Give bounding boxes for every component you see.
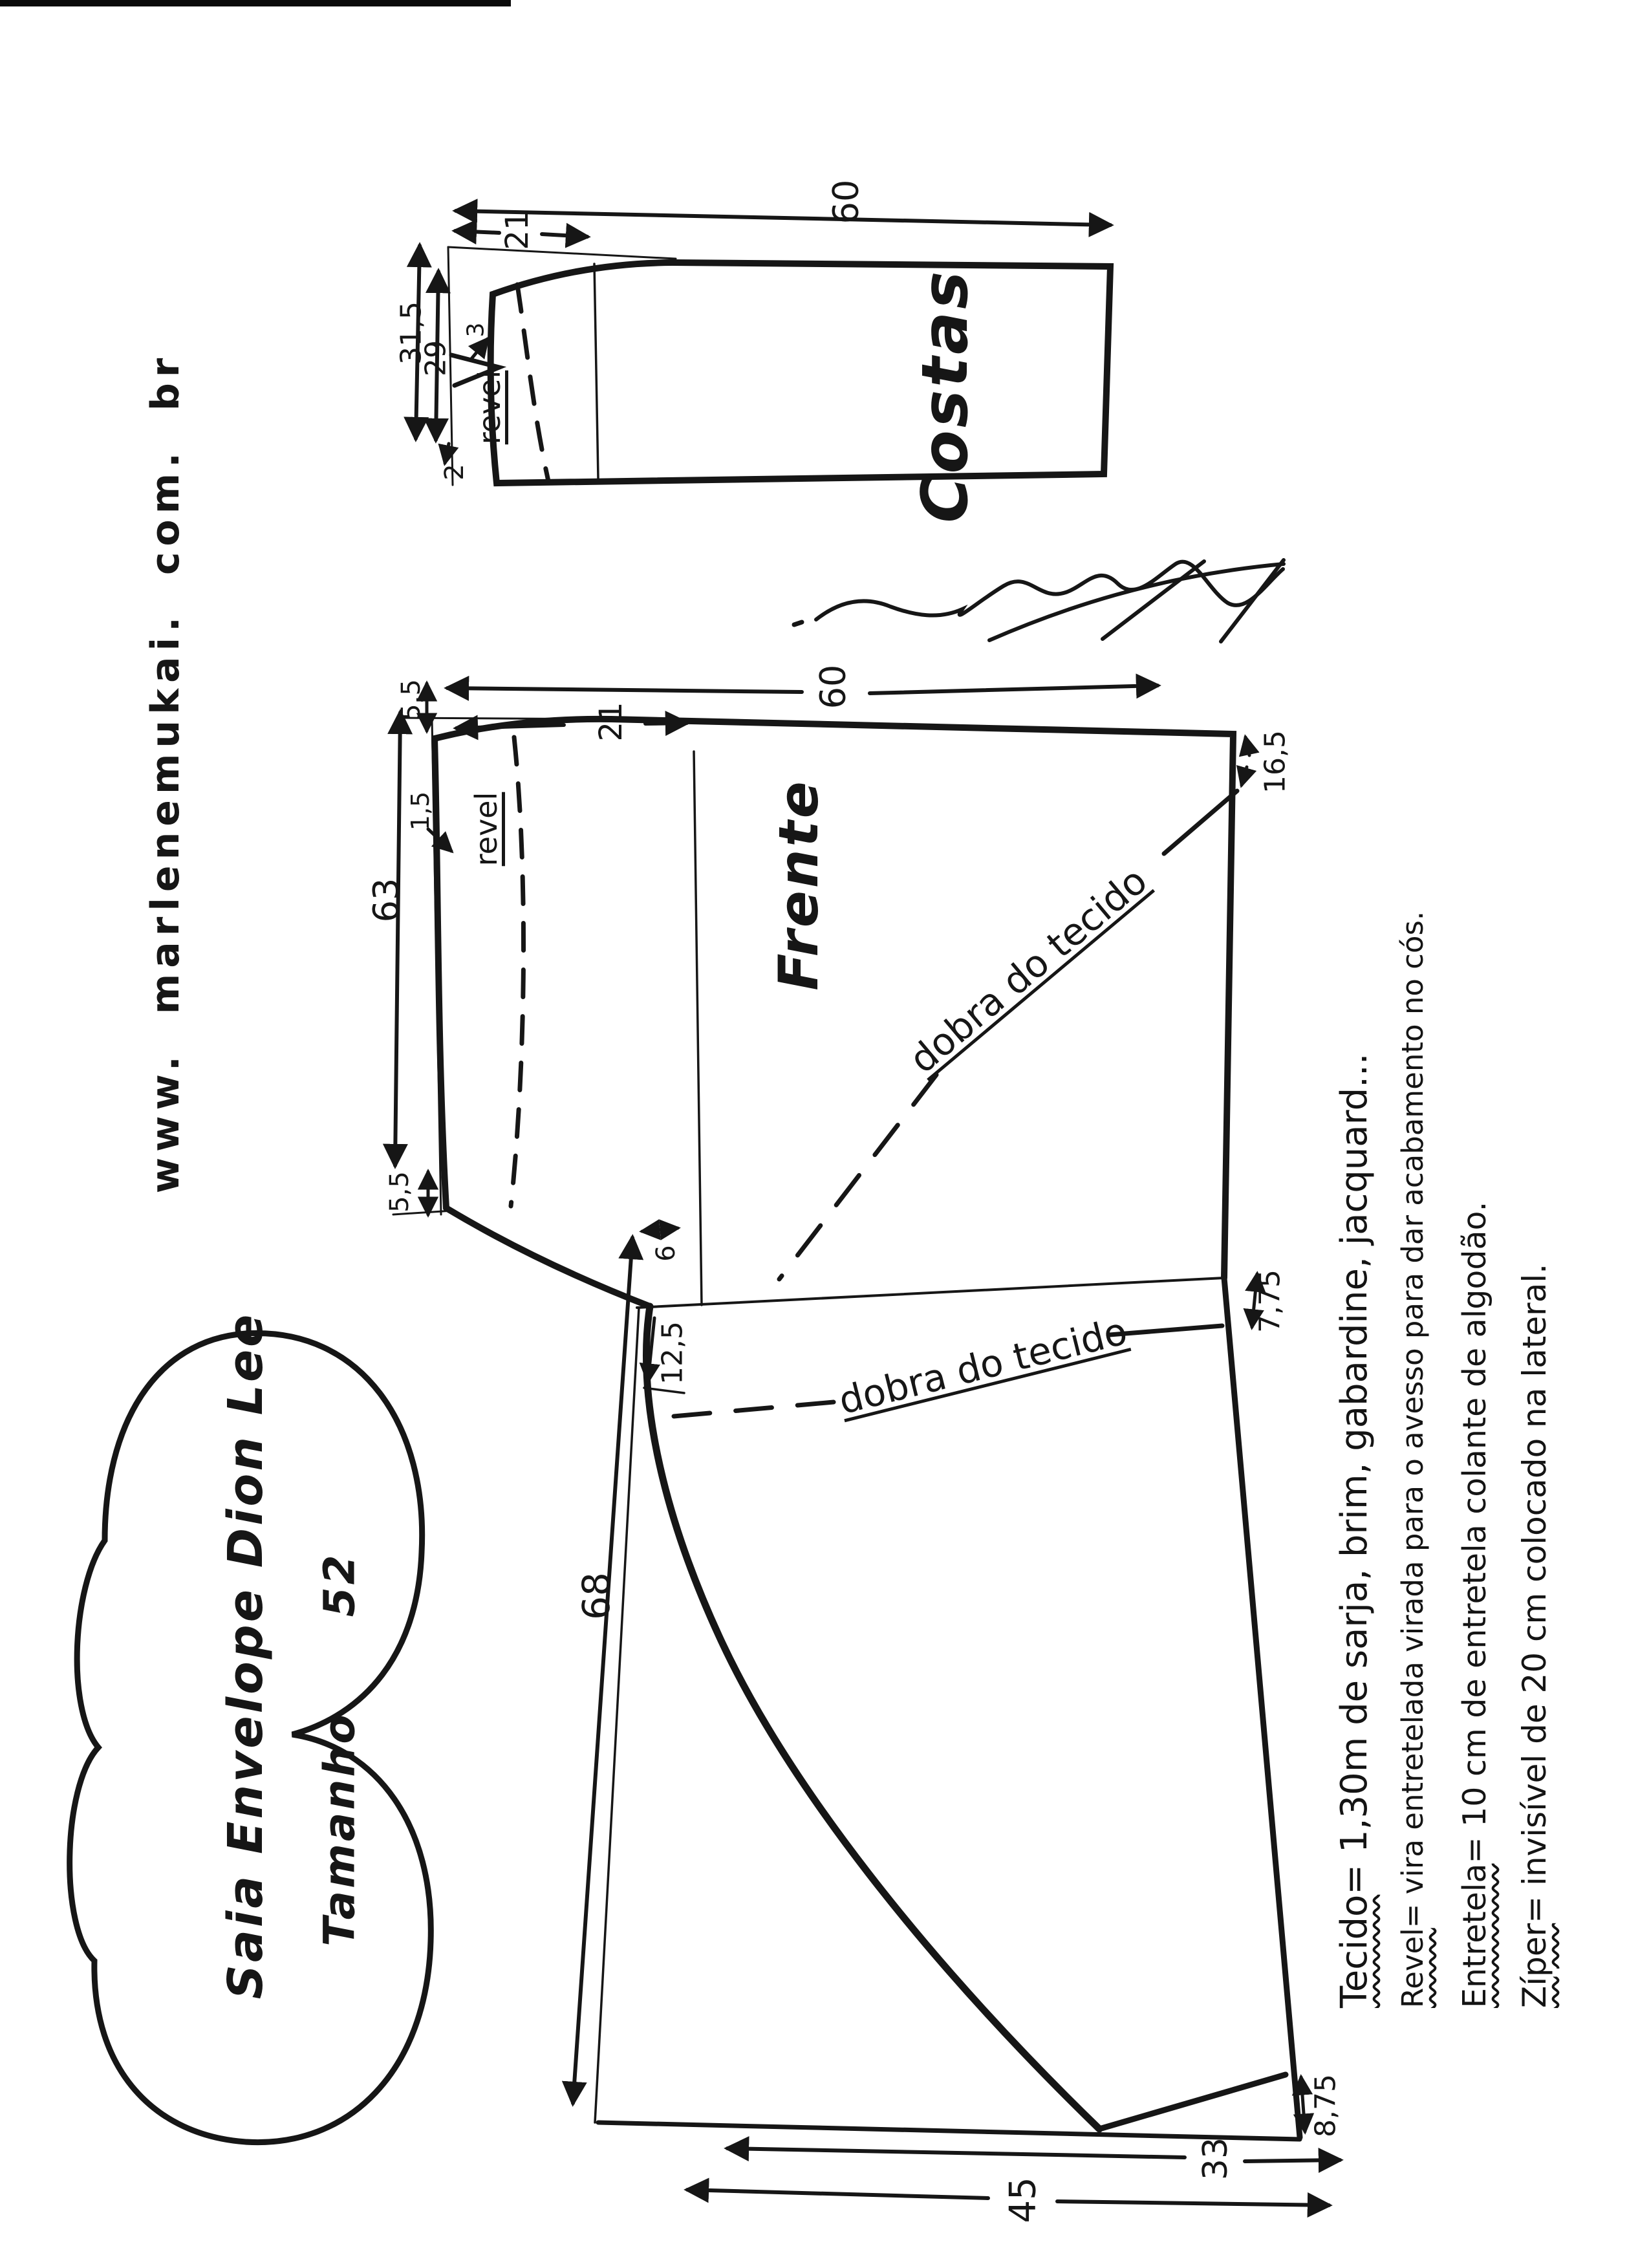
- note-tecido-text: = 1,30m de sarja, brim, gabardine, jacquard...: [1333, 1053, 1375, 1895]
- costas-outline: [448, 247, 1110, 485]
- costas-dart-3: 3: [462, 322, 490, 338]
- saia-dim-8-75: 8,75: [1309, 2074, 1342, 2137]
- note-entretela-keyword: Entretela: [1456, 1863, 1493, 2008]
- saia-outline: [595, 1278, 1300, 2139]
- note-revel: [1396, 911, 1430, 2008]
- frente-dim-1-5: 1,5: [406, 791, 435, 831]
- frente-revel-label: revel: [469, 792, 504, 867]
- piece-name-frente: Frente: [767, 779, 830, 991]
- note-tecido: [1333, 1053, 1375, 2008]
- frente-dim-60: 60: [812, 664, 854, 709]
- saia-dim-68: 68: [574, 1572, 618, 1620]
- piece-name-costas: Costas: [909, 268, 982, 523]
- costas-dim-2: 2: [440, 464, 469, 481]
- frente-fold-line: [779, 791, 1237, 1279]
- title-line1: Saia Envelope Dion Lee: [218, 1312, 274, 2000]
- saia-dim-6: 6: [651, 1245, 681, 1262]
- note-entretela: [1456, 1202, 1493, 2008]
- note-ziper-text: = invisível de 20 cm colocado na lateral.: [1516, 1263, 1553, 1923]
- frente-dim-16-5: 16,5: [1258, 730, 1292, 794]
- note-entretela-text: = 10 cm de entretela colante de algodão.: [1456, 1201, 1493, 1864]
- saia-dim-45: 45: [1002, 2177, 1044, 2223]
- frente-dim-5-5-bottom: 5,5: [385, 1171, 415, 1213]
- saia-fold-label: dobra do tecido: [834, 1308, 1132, 1423]
- title-line2: [315, 1552, 365, 1946]
- note-ziper: [1516, 1264, 1553, 2008]
- saia-dim-12-5: 12,5: [656, 1321, 689, 1385]
- signature-scribble: [794, 560, 1284, 642]
- saia-dim-7-75: 7,75: [1253, 1269, 1287, 1333]
- costas-dim-29: 29: [419, 340, 453, 376]
- frente-dim-5-5-top: 5,5: [396, 679, 426, 720]
- note-revel-text: = vira entretelada virada para o avesso para dar acabamento no cós.: [1396, 911, 1430, 1928]
- costas-revel-label: revel: [472, 370, 507, 445]
- title-size-label: Tamanho: [314, 1712, 365, 1947]
- costas-dim-60: 60: [825, 179, 867, 224]
- costas-dim-31-5: 31,5: [394, 301, 428, 365]
- costas-dim-21: 21: [499, 210, 535, 250]
- title-size-value: 52: [314, 1552, 365, 1617]
- note-revel-keyword: Revel: [1396, 1928, 1430, 2008]
- note-tecido-keyword: Tecido: [1333, 1894, 1375, 2008]
- saia-dim-33: 33: [1196, 2137, 1235, 2181]
- note-ziper-keyword: Zíper: [1516, 1923, 1553, 2008]
- frente-dim-21: 21: [593, 702, 629, 742]
- frente-dim-63: 63: [365, 878, 407, 923]
- website-url: www. marlenemukai. com. br: [143, 352, 188, 1194]
- frente-fold-label: dobra do tecido: [901, 858, 1156, 1082]
